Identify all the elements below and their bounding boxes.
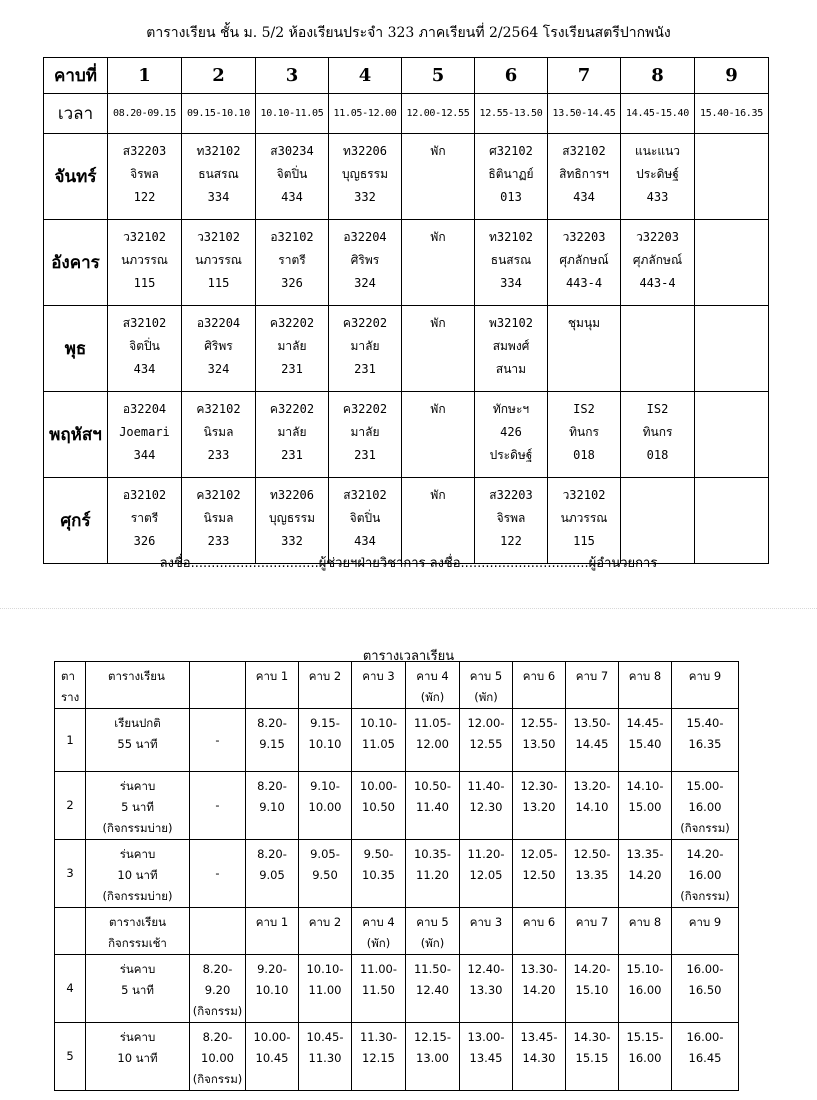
- subject-code: ส30234: [270, 144, 314, 158]
- room-number: 443-4: [639, 276, 676, 290]
- subject-code: พัก: [430, 144, 446, 158]
- subject-code: ค32202: [342, 316, 388, 330]
- period-time-cell: 14.30- 15.15: [566, 1023, 619, 1091]
- class-cell: [695, 392, 769, 478]
- class-cell: [329, 392, 402, 478]
- period-time-cell: 10.00- 10.45: [246, 1023, 299, 1091]
- teacher-name: จิตปิ่น: [129, 339, 160, 353]
- period-time-cell: 13.45- 14.30: [513, 1023, 566, 1091]
- morning-activity: [190, 908, 246, 955]
- room-number: 233: [207, 448, 230, 462]
- teacher-name: นภวรรณ: [121, 253, 168, 267]
- class-cell: [402, 478, 475, 564]
- period-time: 13.50-14.45: [548, 94, 621, 134]
- subject-code: พ32102: [488, 316, 534, 330]
- subject-code: ส32203: [489, 488, 533, 502]
- class-cell: [548, 478, 621, 564]
- period-time-cell: 11.30- 12.15: [352, 1023, 406, 1091]
- table-number: [55, 908, 86, 955]
- day-row: [44, 220, 769, 306]
- period-time-cell: คาบ 6: [513, 908, 566, 955]
- period-number: 7: [548, 58, 621, 94]
- room-number: 334: [500, 276, 522, 290]
- room-number: 115: [573, 534, 595, 548]
- period-number: 8: [621, 58, 695, 94]
- class-cell: [621, 220, 695, 306]
- class-cell: [475, 220, 548, 306]
- teacher-name: มาลัย: [277, 339, 307, 353]
- teacher-name: นิรมล: [203, 425, 234, 439]
- period-time-cell: คาบ 1: [246, 662, 299, 709]
- class-cell: [329, 220, 402, 306]
- class-cell: [256, 478, 329, 564]
- period-time-cell: 14.20- 16.00 (กิจกรรม): [672, 840, 739, 908]
- room-number: 434: [281, 190, 303, 204]
- table-number: 2: [55, 772, 86, 840]
- day-name: พุธ: [44, 306, 108, 392]
- period-time-cell: 9.15- 10.10: [299, 709, 352, 772]
- period-time-cell: 8.20- 9.10: [246, 772, 299, 840]
- class-cell: [402, 306, 475, 392]
- subject-code: แนะแนว: [634, 144, 681, 158]
- period-time-cell: คาบ 1: [246, 908, 299, 955]
- period-time-cell: 10.10- 11.00: [299, 955, 352, 1023]
- subject-code: ส32203: [122, 144, 167, 158]
- time-row: [44, 94, 769, 134]
- period-time-cell: 13.35- 14.20: [619, 840, 672, 908]
- subject-code: ศ32102: [489, 144, 533, 158]
- table-row: [55, 1023, 739, 1091]
- room-number: 115: [207, 276, 230, 290]
- teacher-name: มาลัย: [350, 425, 380, 439]
- period-time-cell: คาบ 6: [513, 662, 566, 709]
- period-time-cell: 10.00- 10.50: [352, 772, 406, 840]
- room-number: 231: [281, 448, 303, 462]
- schedule-type: ร่นคาบ 10 นาที: [86, 1023, 190, 1091]
- period-time-cell: 12.55- 13.50: [513, 709, 566, 772]
- period-time-cell: คาบ 5 (พัก): [460, 662, 513, 709]
- period-time: 14.45-15.40: [621, 94, 695, 134]
- teacher-name: ทินกร: [642, 425, 673, 439]
- period-number: 6: [475, 58, 548, 94]
- class-cell: [548, 220, 621, 306]
- class-cell: [182, 306, 256, 392]
- class-cell: [402, 392, 475, 478]
- period-time-cell: 15.10- 16.00: [619, 955, 672, 1023]
- period-time-cell: 11.20- 12.05: [460, 840, 513, 908]
- subject-code: ส32102: [122, 316, 167, 330]
- period-time-cell: คาบ 4 (พัก): [406, 662, 460, 709]
- class-cell: [256, 220, 329, 306]
- class-cell: [108, 220, 182, 306]
- time-label: เวลา: [44, 94, 108, 134]
- teacher-name: บุญธรรม: [342, 167, 388, 181]
- subject-code: ค32102: [196, 402, 241, 416]
- period-time-cell: 12.15- 13.00: [406, 1023, 460, 1091]
- table-number: 1: [55, 709, 86, 772]
- teacher-name: Joemari: [119, 425, 170, 439]
- room-number: 434: [133, 362, 156, 376]
- subject-code: ค32202: [269, 402, 315, 416]
- period-time-cell: 13.50- 14.45: [566, 709, 619, 772]
- class-cell: [475, 134, 548, 220]
- class-cell: [621, 392, 695, 478]
- morning-activity: -: [190, 709, 246, 772]
- subject-code: ท32206: [269, 488, 315, 502]
- table-number: 5: [55, 1023, 86, 1091]
- class-cell: [256, 392, 329, 478]
- period-time-cell: 10.50- 11.40: [406, 772, 460, 840]
- schedule-title: ตารางเรียน ชั้น ม. 5/2 ห้องเรียนประจำ 323 ภาคเรียนที่ 2/2564 โรงเรียนสตรีปากพนัง: [146, 25, 671, 41]
- period-number: 9: [695, 58, 769, 94]
- room-number: 018: [646, 448, 669, 462]
- day-name: พฤหัสฯ: [44, 392, 108, 478]
- class-cell: [108, 478, 182, 564]
- period-time-cell: 14.20- 15.10: [566, 955, 619, 1023]
- room-number: 344: [133, 448, 156, 462]
- room-number: 231: [281, 362, 303, 376]
- schedule-type: ร่นคาบ 5 นาที (กิจกรรมบ่าย): [86, 772, 190, 840]
- period-time-cell: 8.20- 9.15: [246, 709, 299, 772]
- teacher-name: จิรพล: [130, 167, 159, 181]
- period-time: 15.40-16.35: [695, 94, 769, 134]
- subject-code: ค32102: [196, 488, 241, 502]
- class-cell: [548, 392, 621, 478]
- class-cell: [256, 134, 329, 220]
- period-time: 12.00-12.55: [402, 94, 475, 134]
- period-number: 2: [182, 58, 256, 94]
- timetable-title: ตารางเวลาเรียน: [362, 649, 455, 664]
- period-time: 10.10-11.05: [256, 94, 329, 134]
- period-time-cell: คาบ 8: [619, 662, 672, 709]
- room-number: 324: [207, 362, 230, 376]
- subject-code: อ32204: [196, 316, 241, 330]
- period-time-cell: 11.05- 12.00: [406, 709, 460, 772]
- teacher-name: ธนสรณ: [198, 167, 239, 181]
- period-time-cell: 10.10- 11.05: [352, 709, 406, 772]
- class-cell: [182, 392, 256, 478]
- period-time-cell: 16.00- 16.50: [672, 955, 739, 1023]
- period-time-cell: 10.35- 11.20: [406, 840, 460, 908]
- period-time-cell: คาบ 4 (พัก): [352, 908, 406, 955]
- room-number: 443-4: [565, 276, 603, 290]
- header-row: [55, 662, 739, 709]
- room-number: 233: [207, 534, 230, 548]
- subject-code: ว32102: [197, 230, 240, 244]
- subject-code: ค32202: [342, 402, 388, 416]
- schedule-type: ตารางเรียน: [86, 662, 190, 709]
- period-time-cell: 10.45- 11.30: [299, 1023, 352, 1091]
- period-time-cell: 15.15- 16.00: [619, 1023, 672, 1091]
- period-time-cell: คาบ 3: [352, 662, 406, 709]
- room-number: 231: [354, 448, 376, 462]
- table-row: [55, 772, 739, 840]
- period-number: 1: [108, 58, 182, 94]
- subject-code: ท32102: [196, 144, 241, 158]
- class-cell: [621, 306, 695, 392]
- subject-code: อ32102: [270, 230, 314, 244]
- day-name: จันทร์: [44, 134, 108, 220]
- day-name: ศุกร์: [44, 478, 108, 564]
- teacher-name: ศุภลักษณ์: [632, 253, 683, 267]
- class-cell: [695, 478, 769, 564]
- day-row: [44, 134, 769, 220]
- class-cell: [402, 220, 475, 306]
- table-row: [55, 955, 739, 1023]
- room-number: 332: [354, 190, 376, 204]
- header-row: [55, 908, 739, 955]
- subject-code: ว32102: [123, 230, 166, 244]
- period-time: 09.15-10.10: [182, 94, 256, 134]
- class-cell: [329, 478, 402, 564]
- teacher-name: ประดิษฐ์: [636, 167, 679, 181]
- schedule-type: ร่นคาบ 10 นาที (กิจกรรมบ่าย): [86, 840, 190, 908]
- class-cell: [548, 306, 621, 392]
- room-number: 115: [133, 276, 156, 290]
- subject-code: พัก: [430, 230, 446, 244]
- subject-code: IS2: [573, 402, 595, 416]
- teacher-name: ธนสรณ: [490, 253, 532, 267]
- teacher-name: นภวรรณ: [195, 253, 242, 267]
- period-time: 12.55-13.50: [475, 94, 548, 134]
- class-cell: [329, 306, 402, 392]
- class-cell: [182, 134, 256, 220]
- table-number: ตา ราง: [55, 662, 86, 709]
- room-number: 332: [281, 534, 303, 548]
- room-number: 434: [573, 190, 595, 204]
- period-time-cell: คาบ 3: [460, 908, 513, 955]
- subject-code: ท32206: [342, 144, 388, 158]
- period-time-cell: 12.00- 12.55: [460, 709, 513, 772]
- room-number: 334: [207, 190, 230, 204]
- subject-code: ทักษะฯ: [492, 402, 530, 416]
- subject-code: ส32102: [343, 488, 387, 502]
- table-number: 4: [55, 955, 86, 1023]
- subject-code: IS2: [646, 402, 669, 416]
- teacher-name: จิรพล: [496, 511, 526, 525]
- class-cell: [108, 134, 182, 220]
- room-number: 122: [133, 190, 156, 204]
- period-time-cell: 11.40- 12.30: [460, 772, 513, 840]
- day-row: [44, 306, 769, 392]
- class-cell: [475, 392, 548, 478]
- period-time-cell: 13.20- 14.10: [566, 772, 619, 840]
- period-label: คาบที่: [44, 58, 108, 94]
- teacher-name: สิทธิการฯ: [559, 167, 609, 181]
- teacher-name: มาลัย: [350, 339, 380, 353]
- teacher-name: ศิริพร: [204, 339, 233, 353]
- teacher-name: นิรมล: [203, 511, 234, 525]
- subject-code: พัก: [430, 402, 446, 416]
- room-number: 324: [354, 276, 376, 290]
- class-cell: [475, 306, 548, 392]
- period-time-cell: 9.05- 9.50: [299, 840, 352, 908]
- period-time-cell: คาบ 2: [299, 662, 352, 709]
- subject-code: ว32203: [562, 230, 606, 244]
- period-time: 08.20-09.15: [108, 94, 182, 134]
- class-cell: [695, 134, 769, 220]
- period-time-cell: 16.00- 16.45: [672, 1023, 739, 1091]
- subject-code: ส32102: [562, 144, 606, 158]
- room-number: สนาม: [495, 362, 527, 376]
- period-time-cell: 15.40- 16.35: [672, 709, 739, 772]
- subject-code: อ32102: [122, 488, 167, 502]
- schedule-type: เรียนปกติ 55 นาที: [86, 709, 190, 772]
- period-time-cell: คาบ 2: [299, 908, 352, 955]
- period-time-cell: 11.50- 12.40: [406, 955, 460, 1023]
- teacher-name: มาลัย: [277, 425, 307, 439]
- period-time-cell: 13.30- 14.20: [513, 955, 566, 1023]
- page-break: [0, 608, 817, 609]
- teacher-name: ธิตินาฏย์: [488, 167, 534, 181]
- period-time-cell: คาบ 9: [672, 908, 739, 955]
- period-time-cell: 14.45- 15.40: [619, 709, 672, 772]
- teacher-name: ศุภลักษณ์: [559, 253, 609, 267]
- period-time-cell: 13.00- 13.45: [460, 1023, 513, 1091]
- room-number: 326: [281, 276, 303, 290]
- teacher-name: นภวรรณ: [560, 511, 608, 525]
- teacher-name: 426: [500, 425, 522, 439]
- period-time-cell: คาบ 5 (พัก): [406, 908, 460, 955]
- table-row: [55, 840, 739, 908]
- period-time: 11.05-12.00: [329, 94, 402, 134]
- table-row: [55, 709, 739, 772]
- room-number: 434: [354, 534, 376, 548]
- class-cell: [621, 134, 695, 220]
- day-row: [44, 478, 769, 564]
- period-time-cell: 12.05- 12.50: [513, 840, 566, 908]
- period-time-cell: 14.10- 15.00: [619, 772, 672, 840]
- period-header-row: [44, 58, 769, 94]
- teacher-name: ทินกร: [569, 425, 599, 439]
- table-number: 3: [55, 840, 86, 908]
- morning-activity: -: [190, 772, 246, 840]
- period-time-cell: 9.50- 10.35: [352, 840, 406, 908]
- room-number: 231: [354, 362, 376, 376]
- class-cell: [695, 306, 769, 392]
- teacher-name: สมพงศ์: [492, 339, 530, 353]
- class-cell: [108, 306, 182, 392]
- day-name: อังคาร: [44, 220, 108, 306]
- teacher-name: จิตปิ่น: [349, 511, 381, 525]
- subject-code: อ32204: [122, 402, 167, 416]
- period-time-cell: คาบ 7: [566, 908, 619, 955]
- class-cell: [402, 134, 475, 220]
- subject-code: ว32102: [562, 488, 606, 502]
- room-number: 122: [500, 534, 522, 548]
- period-number: 4: [329, 58, 402, 94]
- class-cell: [621, 478, 695, 564]
- subject-code: พัก: [430, 316, 446, 330]
- period-number: 5: [402, 58, 475, 94]
- morning-activity: 8.20- 10.00 (กิจกรรม): [190, 1023, 246, 1091]
- subject-code: ค32202: [269, 316, 315, 330]
- period-time-cell: 12.40- 13.30: [460, 955, 513, 1023]
- room-number: 433: [646, 190, 669, 204]
- room-number: 018: [573, 448, 595, 462]
- class-cell: [256, 306, 329, 392]
- morning-activity: -: [190, 840, 246, 908]
- period-time-cell: 12.30- 13.20: [513, 772, 566, 840]
- class-cell: [548, 134, 621, 220]
- period-time-cell: 12.50- 13.35: [566, 840, 619, 908]
- period-time-cell: 15.00- 16.00 (กิจกรรม): [672, 772, 739, 840]
- class-cell: [108, 392, 182, 478]
- schedule-type: ตารางเรียน กิจกรรมเช้า: [86, 908, 190, 955]
- morning-activity: [190, 662, 246, 709]
- teacher-name: บุญธรรม: [269, 511, 315, 525]
- teacher-name: ราตรี: [130, 511, 159, 525]
- period-time-cell: คาบ 8: [619, 908, 672, 955]
- period-time-cell: 8.20- 9.05: [246, 840, 299, 908]
- subject-code: อ32204: [343, 230, 387, 244]
- teacher-name: จิตปิ่น: [276, 167, 308, 181]
- class-cell: [475, 478, 548, 564]
- teacher-name: ราตรี: [278, 253, 306, 267]
- room-number: 013: [500, 190, 522, 204]
- class-cell: [182, 220, 256, 306]
- day-row: [44, 392, 769, 478]
- class-cell: [329, 134, 402, 220]
- period-time-cell: คาบ 9: [672, 662, 739, 709]
- subject-code: ท32102: [488, 230, 534, 244]
- period-time-cell: คาบ 7: [566, 662, 619, 709]
- room-number: 326: [133, 534, 156, 548]
- morning-activity: 8.20- 9.20 (กิจกรรม): [190, 955, 246, 1023]
- teacher-name: ศิริพร: [350, 253, 380, 267]
- schedule-type: ร่นคาบ 5 นาที: [86, 955, 190, 1023]
- period-number: 3: [256, 58, 329, 94]
- period-times-table: [54, 661, 739, 1091]
- room-number: ประดิษฐ์: [489, 448, 533, 462]
- subject-code: พัก: [430, 488, 446, 502]
- class-cell: [695, 220, 769, 306]
- class-cell: [182, 478, 256, 564]
- signature-line: ลงชื่อ...............................ผู้ช่วยฯฝ่ายวิชาการ ลงชื่อ...............................ผู้อำนวยการ: [159, 556, 658, 571]
- period-time-cell: 9.20- 10.10: [246, 955, 299, 1023]
- period-time-cell: 11.00- 11.50: [352, 955, 406, 1023]
- period-time-cell: 9.10- 10.00: [299, 772, 352, 840]
- subject-code: ว32203: [636, 230, 679, 244]
- class-schedule-table: [43, 57, 769, 564]
- subject-code: ชุมนุม: [567, 316, 601, 330]
